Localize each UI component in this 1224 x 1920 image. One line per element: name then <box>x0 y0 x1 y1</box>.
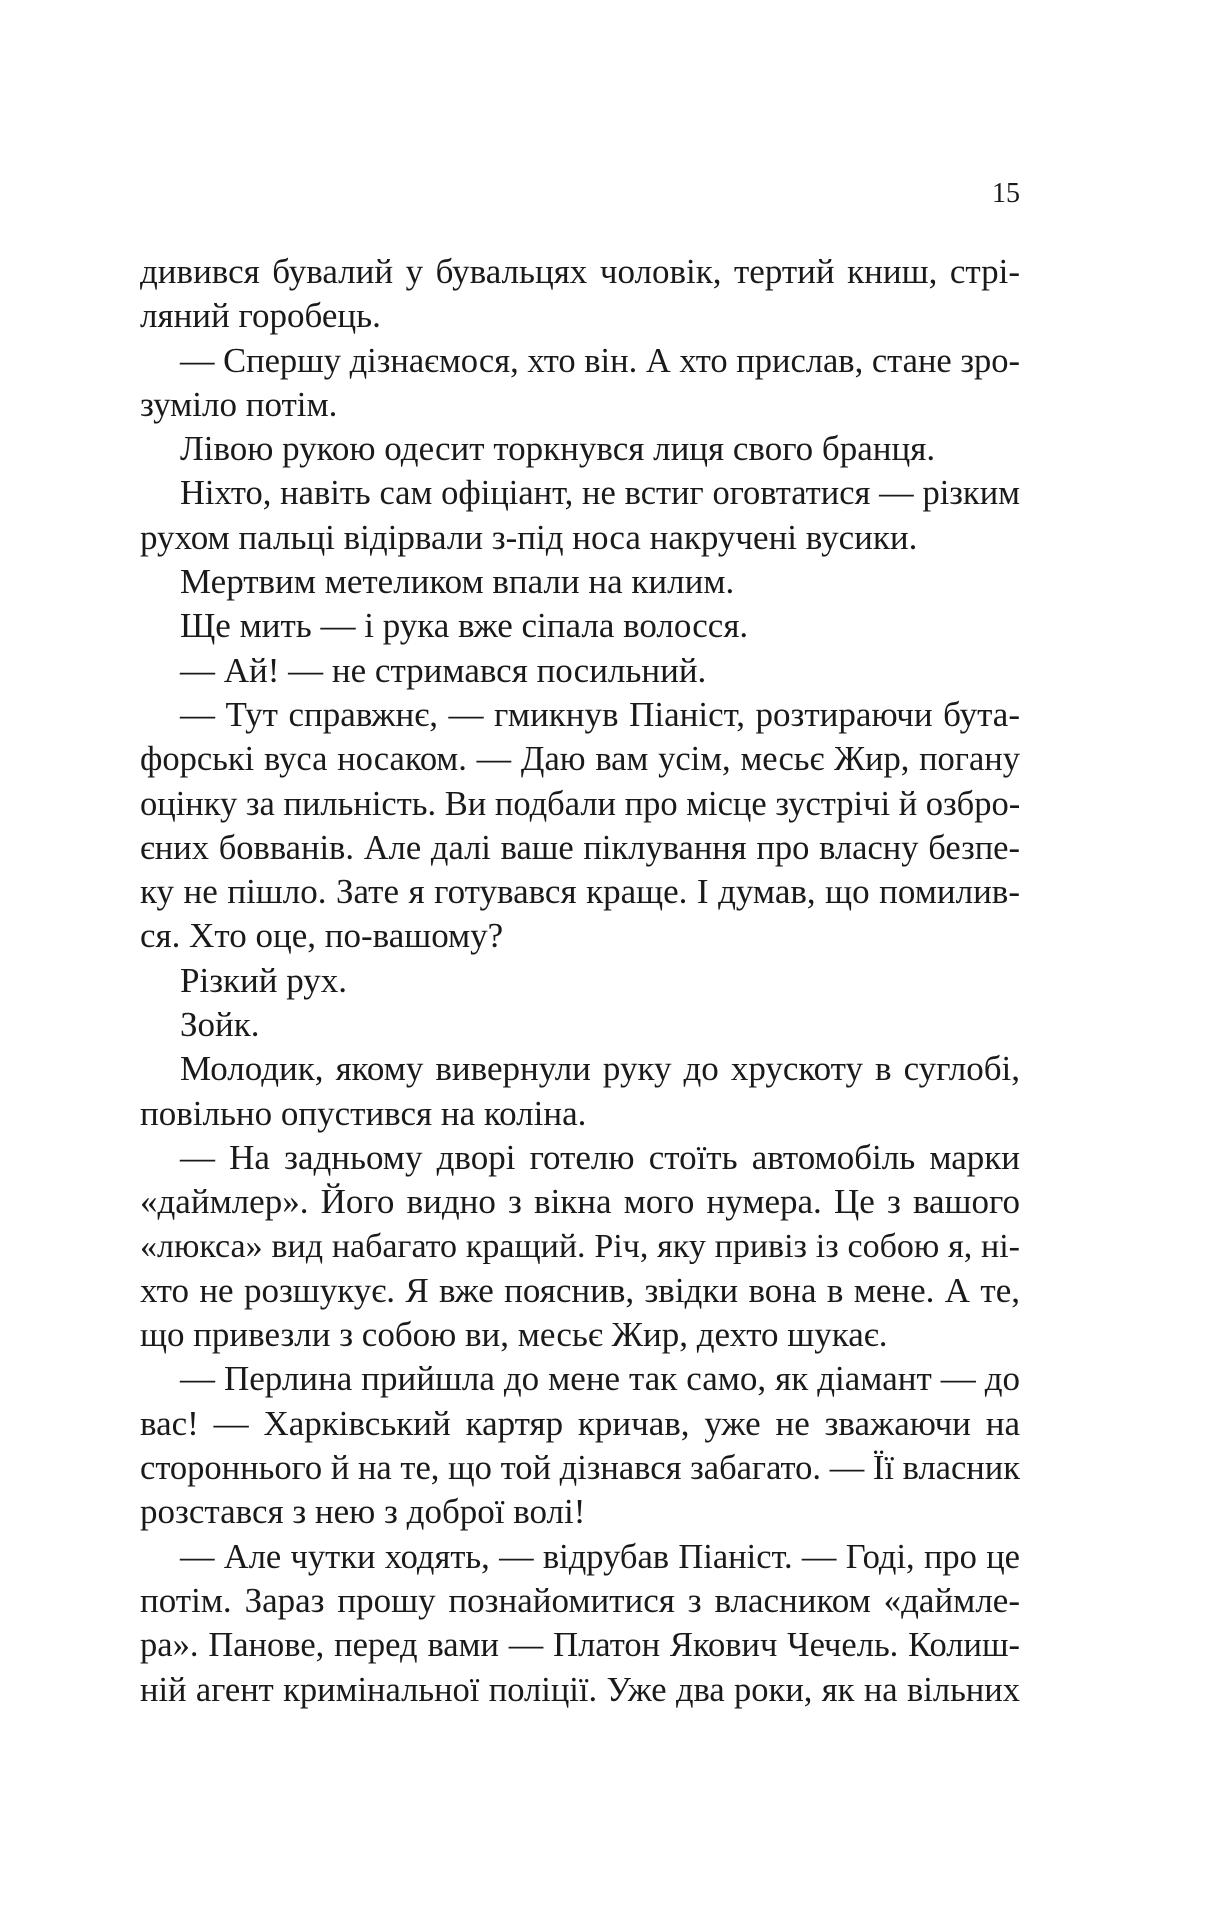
body-text <box>140 250 1020 1712</box>
text-line: «люкса» вид набагато кращий. Річ, яку привіз із собою я, ні- <box>140 1227 1020 1265</box>
text-line: — Ай! — не стримався посильний. <box>180 650 707 690</box>
text-line: форські вуса носаком. — Даю вам усім, месьє Жир, погану <box>140 740 1020 779</box>
text-line: Ніхто, навіть сам офіціант, не встиг оговтатися — різким <box>180 474 1020 513</box>
text-line: оцінку за пильність. Ви подбали про місце зустрічі й озбро- <box>140 784 1021 823</box>
text-line: стороннього й на те, що той дізнався забагато. — Її власник <box>140 1449 1020 1488</box>
text-line: зуміло потім. <box>140 384 338 424</box>
text-line: ляний горобець. <box>140 296 381 336</box>
text-line: Молодик, якому вивернули руку до хрускоту в суглобі, <box>180 1049 1020 1089</box>
text-line: ра». Панове, перед вами — Платон Якович Чечель. Колиш- <box>140 1626 1020 1665</box>
text-line: — Тут справжнє, — гмикнув Піаніст, розтираючи бута- <box>180 694 1020 734</box>
page-number: 15 <box>992 178 1020 209</box>
text-line: Мертвим метеликом впали на килим. <box>180 562 735 602</box>
text-line: «даймлер». Його видно з вікна мого нумера. Це з вашого <box>140 1182 1020 1222</box>
text-line: потім. Зараз прошу познайомитися з власником «даймле- <box>140 1580 1020 1620</box>
text-line: Ще мить — і рука вже сіпала волосся. <box>180 606 749 646</box>
text-line: єних бовванів. Але далі ваше піклування про власну безпе- <box>140 828 1020 867</box>
text-line: хто не розшукує. Я вже пояснив, звідки вона в мене. А те, <box>140 1270 1020 1310</box>
text-line: — Спершу дізнаємося, хто він. А хто прислав, стане зро- <box>180 341 1020 380</box>
text-line: вас! — Харківський картяр кричав, уже не зважаючи на <box>140 1403 1020 1443</box>
text-line: — На задньому дворі готелю стоїть автомобіль марки <box>180 1137 1020 1177</box>
text-line: дивився бувалий у бувальцях чоловік, тертий книш, стрі- <box>140 252 1020 291</box>
text-line: — Але чутки ходять, — відрубав Піаніст. — Годі, про це <box>180 1537 1020 1576</box>
text-line: ку не пішло. Зате я готувався краще. І думав, що помилив- <box>140 872 1020 912</box>
text-line: рухом пальці відірвали з-під носа накручені вусики. <box>140 517 918 557</box>
text-line: — Перлина прийшла до мене так само, як діамант — до <box>180 1359 1020 1399</box>
text-line: Різкий рух. <box>180 960 348 1000</box>
text-line: що привезли з собою ви, месьє Жир, дехто шукає. <box>140 1315 888 1355</box>
text-line: Лівою рукою одесит торкнувся лиця свого бранця. <box>180 429 936 469</box>
text-line: Зойк. <box>180 1005 260 1045</box>
text-line: повільно опустився на коліна. <box>140 1093 587 1133</box>
text-line: ся. Хто оце, по-вашому? <box>140 916 504 956</box>
text-line: розстався з нею з доброї волі! <box>140 1492 586 1532</box>
text-line: ній агент кримінальної поліції. Уже два роки, як на вільних <box>140 1670 1020 1709</box>
